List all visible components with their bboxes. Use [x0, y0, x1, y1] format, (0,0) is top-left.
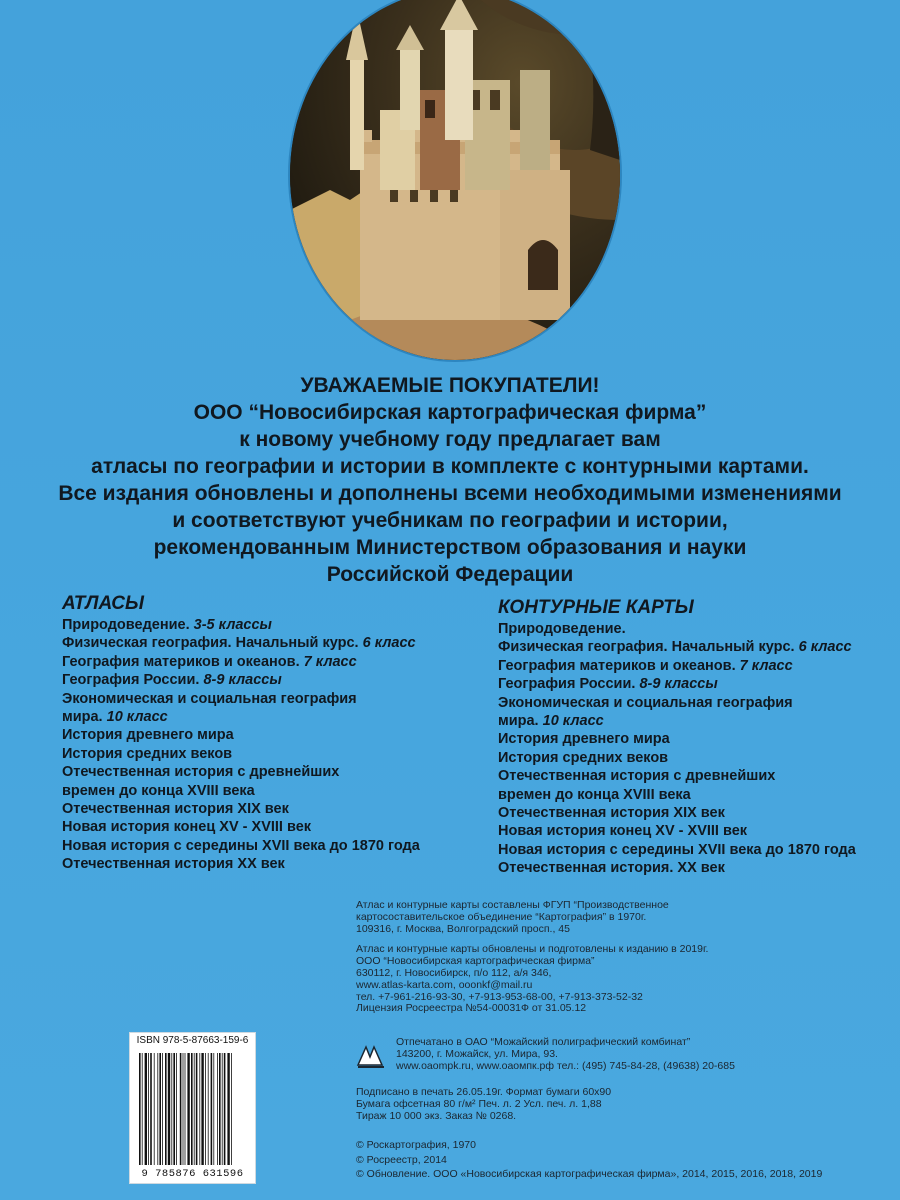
list-item: История средних веков [62, 745, 233, 762]
headline-block [0, 372, 900, 588]
list-item: География материков и океанов. 7 класс [498, 657, 793, 674]
list-item: Природоведение. [498, 621, 626, 637]
list-item: Отечественная история XIX век [498, 805, 725, 822]
atlases-title: АТЛАСЫ [62, 593, 144, 614]
headline-line: Все издания обновлены и дополнены всеми необходимыми изменениями [58, 482, 842, 505]
list-item: Отечественная история с древнейших [62, 764, 340, 781]
print-details: Подписано в печать 26.05.19г. Формат бумаги 60х90 Бумага офсетная 80 г/м² Печ. л. 2 Усл. печ. л. 1,88 Тираж 10 000 экз. Заказ № 0268. [356, 1086, 612, 1122]
list-item: Экономическая и социальная география [498, 694, 793, 711]
isbn-label: ISBN 978-5-87663-159-6 [136, 1035, 249, 1046]
atlases-list [62, 592, 420, 874]
imprint-block [356, 900, 876, 1024]
contour-maps-title: КОНТУРНЫЕ КАРТЫ [498, 597, 694, 618]
list-item: времен до конца XVIII века [62, 782, 255, 799]
headline-line: к новому учебному году предлагает вам [239, 428, 661, 451]
copyright-block: © Роскартография, 1970 © Росреестр, 2014 © Обновление. ООО «Новосибирская картографическая фирма», 2014, 2015, 2016, 2018, 2019 [356, 1139, 823, 1180]
list-item: мира. 10 класс [62, 709, 168, 726]
barcode-icon [138, 1053, 247, 1165]
headline-line: ООО “Новосибирская картографическая фирма” [193, 401, 707, 424]
castle-illustration [290, 0, 620, 360]
list-item: Отечественная история с древнейших [498, 768, 776, 785]
list-item: География России. 8-9 классы [498, 676, 718, 693]
list-item: История средних веков [498, 749, 669, 766]
list-item: История древнего мира [62, 727, 234, 744]
headline-line: и соответствуют учебникам по географии и истории, [172, 509, 728, 532]
list-item: География материков и океанов. 7 класс [62, 653, 357, 670]
list-item: География России. 8-9 классы [62, 672, 282, 689]
list-item: Новая история конец XV - XVIII век [498, 823, 748, 840]
imprint-publisher: Атлас и контурные карты обновлены и подготовлены к изданию в 2019г. ООО “Новосибирская картографическая фирма” 630112, г. Новосибирск, п/о 112, а/я 346, www.atlas-karta.com, ooonkf@mail.ru тел. +7-961-216-93-30, +7-913-953-68-00, +7-913-373-52-32 Лицензия Росреестра №54-00031Ф от 31.05.12 [356, 943, 709, 1015]
list-item: Новая история с середины XVII века до 1870 года [62, 837, 420, 854]
list-item: Отечественная история XIX век [62, 801, 289, 818]
list-item: Экономическая и социальная география [62, 690, 357, 707]
isbn-digits: 9 785876 631596 [141, 1168, 244, 1180]
headline-line: УВАЖАЕМЫЕ ПОКУПАТЕЛИ! [300, 374, 600, 397]
headline-line: рекомендованным Министерством образования и науки [153, 536, 747, 559]
headline-line: Российской Федерации [326, 563, 574, 586]
printer-logo-icon [356, 1043, 386, 1071]
list-item: Отечественная история XX век [62, 856, 285, 873]
headline-line: атласы по географии и истории в комплекте с контурными картами. [91, 455, 809, 478]
castle-painting-medallion [290, 0, 620, 360]
contour-maps-list [498, 596, 856, 878]
list-item: Физическая география. Начальный курс. 6 класс [498, 639, 852, 656]
list-item: мира. 10 класс [498, 713, 604, 730]
list-item: Отечественная история. XX век [498, 860, 725, 877]
isbn-barcode-box [129, 1032, 256, 1184]
list-item: времен до конца XVIII века [498, 786, 691, 803]
list-item: Физическая география. Начальный курс. 6 класс [62, 635, 416, 652]
printer-block: Отпечатано в ОАО “Можайский полиграфический комбинат” 143200, г. Можайск, ул. Мира, 93. www.oaompk.ru, www.оаомпк.рф тел.: (495) 745-84-28, (49638) 20-685 [356, 1037, 735, 1072]
list-item: Новая история конец XV - XVIII век [62, 819, 312, 836]
list-item: История древнего мира [498, 731, 670, 748]
imprint-compilers: Атлас и контурные карты составлены ФГУП “Производственное картосоставительское объединение “Картография” в 1970г. 109316, г. Москва, Волгоградский просп., 45 [356, 899, 669, 935]
list-item: Природоведение. 3-5 классы [62, 617, 272, 633]
list-item: Новая история с середины XVII века до 1870 года [498, 841, 856, 858]
